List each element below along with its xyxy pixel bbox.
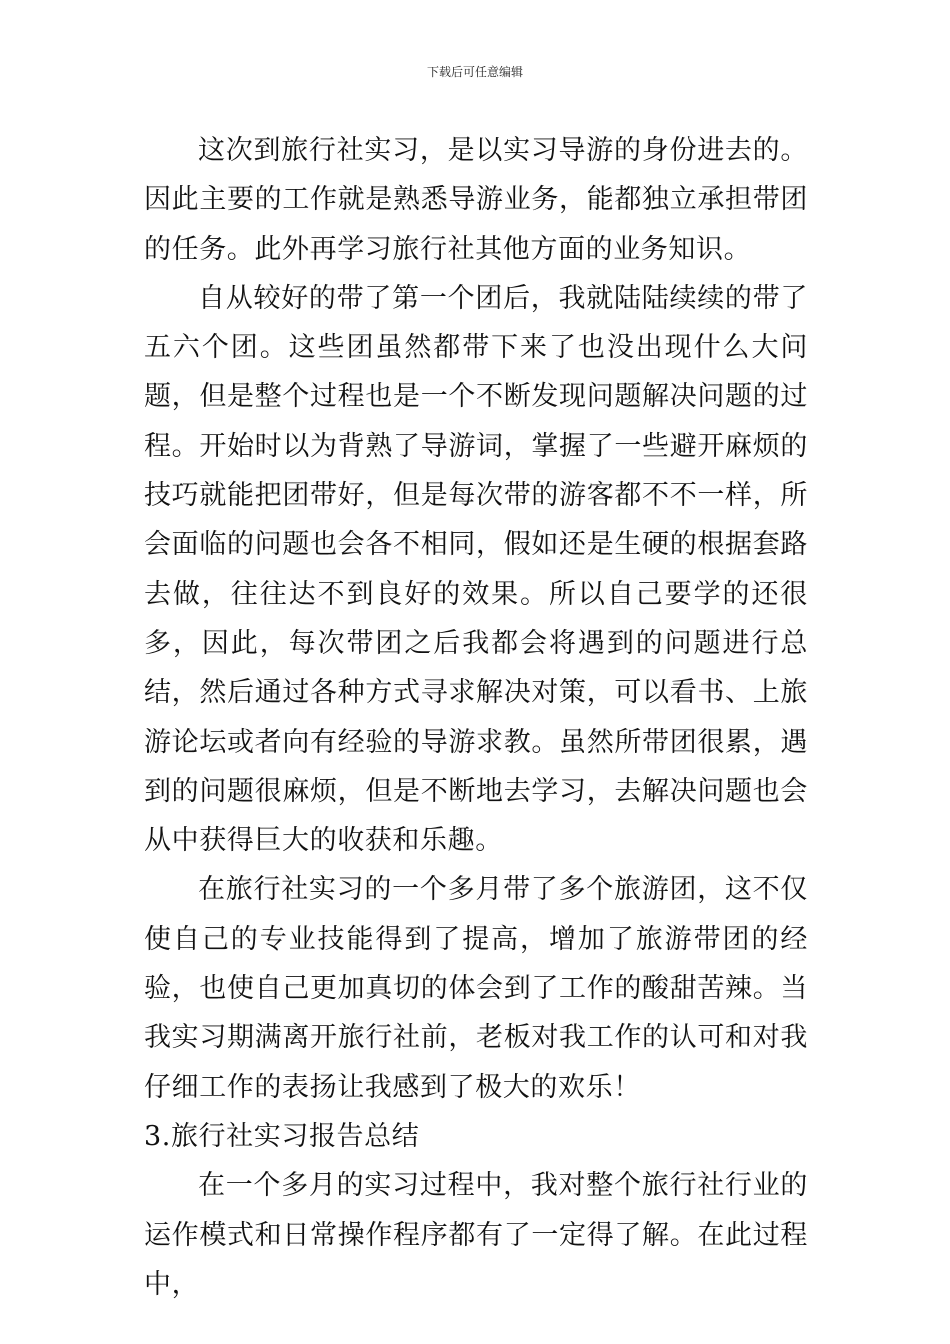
paragraph-1: 这次到旅行社实习，是以实习导游的身份进去的。因此主要的工作就是熟悉导游业务，能都独立承担带团的任务。此外再学习旅行社其他方面的业务知识。 (144, 135, 808, 265)
section-heading: 3.旅行社实习报告总结 (144, 1120, 420, 1152)
page-header: 下载后可任意编辑 (426, 65, 523, 79)
paragraph-3: 在旅行社实习的一个多月带了多个旅游团，这不仅使自己的专业技能得到了提高，增加了旅游带团的经验，也使自己更加真切的体会到了工作的酸甜苦辣。当我实习期满离开旅行社前，老板对我工作的认可和对我仔细工作的表扬让我感到了极大的欢乐！ (144, 874, 808, 1103)
paragraph-4: 在一个多月的实习过程中，我对整个旅行社行业的运作模式和日常操作程序都有了一定得了解。在此过程中， (144, 1170, 808, 1300)
paragraph-2: 自从较好的带了第一个团后，我就陆陆续续的带了五六个团。这些团虽然都带下来了也没出现什么大问题，但是整个过程也是一个不断发现问题解决问题的过程。开始时以为背熟了导游词，掌握了一些避开麻烦的技巧就能把团带好，但是每次带的游客都不不一样，所会面临的问题也会各不相同，假如还是生硬的根据套路去做，往往达不到良好的效果。所以自己要学的还很多，因此，每次带团之后我都会将遇到的问题进行总结，然后通过各种方式寻求解决对策，可以看书、上旅游论坛或者向有经验的导游求教。虽然所带团很累，遇到的问题很麻烦，但是不断地去学习，去解决问题也会从中获得巨大的收获和乐趣。 (144, 282, 808, 857)
document-body (144, 126, 808, 1309)
